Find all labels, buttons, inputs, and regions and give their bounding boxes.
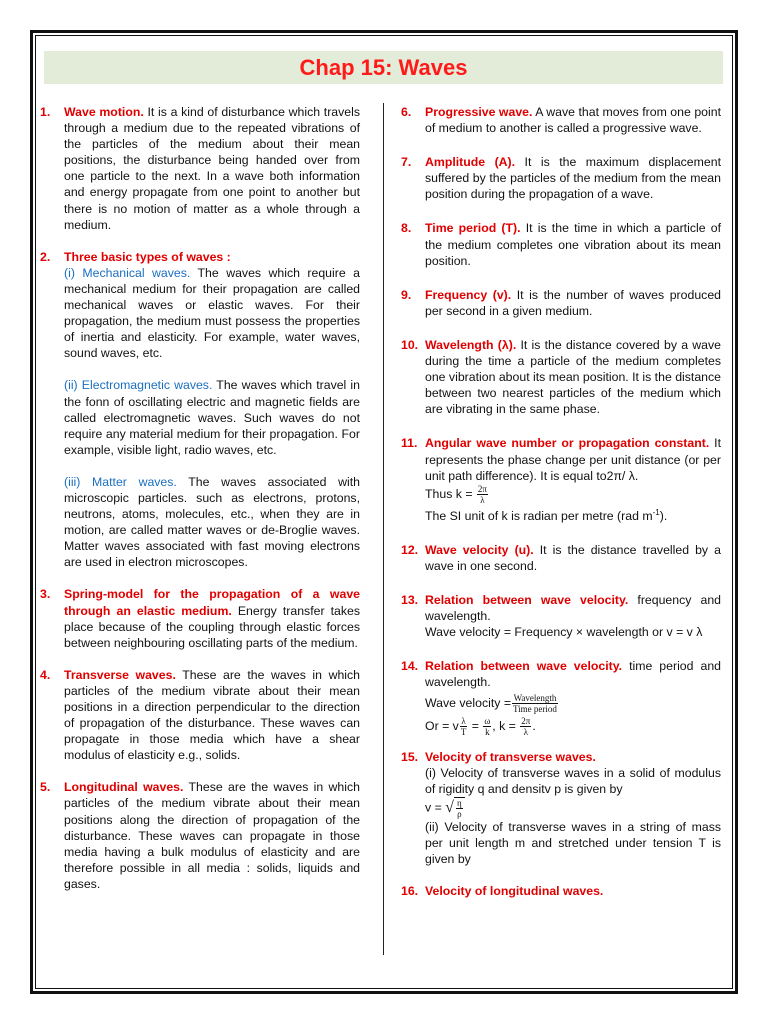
item-number: 13. <box>401 593 419 608</box>
page-title: Chap 15: Waves <box>299 55 468 80</box>
item-number: 2. <box>40 249 51 264</box>
item-number: 15. <box>401 749 419 764</box>
item-heading: Frequency (v). <box>425 287 512 302</box>
fraction-2pi-lambda: $\frac{2\pi}{\lambda}$ <box>521 715 531 737</box>
fraction-lambda-t: $\frac{\lambda}{T}$ <box>460 715 467 737</box>
item-number: 7. <box>401 155 412 170</box>
item-angular-wave-number: 11. Angular wave number or propagation constant. It represents the phase change per unit distance (or per unit path difference). It is equal to2π/ λ. Thus k = $\frac{2\pi}{\lambda}$ The SI unit of k is radian per metre (rad $m^{-1}$). <box>401 436 722 523</box>
item-number: 14. <box>401 659 419 674</box>
item-heading: Relation between wave velocity. <box>425 593 629 608</box>
item-heading: Wave velocity (u). <box>425 542 534 557</box>
subheading-electromagnetic: (ii) Electromagnetic waves. <box>64 378 213 393</box>
item-number: 12. <box>401 542 419 557</box>
item-number: 10. <box>401 337 419 352</box>
right-column <box>401 104 721 899</box>
item-text: It is the maximum displacement suffered by the particles of the medium from the mean position during the propagation of a wave. <box>425 155 721 202</box>
column-divider <box>383 103 384 955</box>
item-number: 9. <box>401 287 412 302</box>
item-text: (i) Velocity of transverse waves in a solid of modulus of rigidity q and densitv p is given by <box>425 765 721 796</box>
item-transverse <box>40 667 360 764</box>
item-text: A wave that moves from one point of medium to another is called a progressive wave. <box>425 105 721 136</box>
item-progressive <box>401 104 721 136</box>
item-text: It is the number of waves produced per second in a given medium. <box>425 287 721 318</box>
item-velocity-transverse: 15. Velocity of transverse waves. (i) Velocity of transverse waves in a solid of modulus of rigidity q and densitv p is given by v = √ $\frac{\eta}{\rho}$ (ii) Velocity of transverse waves in a string of mass per unit length m and stretched under tension T is given by <box>401 749 721 866</box>
item-heading: Spring-model for the propagation of a wave through an elastic medium. <box>64 587 360 618</box>
item-heading: Time period (T). <box>425 221 521 236</box>
item-text: It is the distance travelled by a wave in one second. <box>425 542 721 573</box>
item-text: It is the time in which a particle of the medium completes one vibration about its mean position. <box>425 221 721 268</box>
item-wave-motion <box>40 104 360 233</box>
fraction-wavelength-time: $\frac{\text{Wavelength}}{\text{Time period}}$ <box>513 692 557 714</box>
item-wave-velocity <box>401 542 721 574</box>
item-number: 11. <box>401 436 418 451</box>
item-basic-types <box>40 249 360 571</box>
item-spring-model <box>40 586 360 650</box>
item-text: It is a kind of disturbance which travels through a medium due to the repeated vibrations of the particles of the medium about their mean positions, the disturbance being handed over from one particle to the next. In a wave both information and energy propagate from one point to another but there is no motion of matter as a whole through a medium. <box>64 105 361 232</box>
item-amplitude <box>401 154 721 202</box>
item-text: frequency and wavelength. <box>425 593 721 624</box>
item-number: 6. <box>401 105 412 119</box>
item-heading: Angular wave number or propagation constant. <box>425 436 710 451</box>
formula-label: Thus k = <box>425 486 476 501</box>
item-heading: Three basic types of waves : <box>64 249 231 264</box>
item-heading: Velocity of transverse waves. <box>425 749 596 764</box>
item-text: The waves which travel in the fonn of oscillating electric and magnetic fields are called electromagnetic waves. Such waves do not require any material medium for their propagation. For example, visible light, radio waves, etc. <box>64 378 361 457</box>
item-heading: Wave motion. <box>64 105 144 119</box>
item-number: 1. <box>40 105 51 119</box>
item-wavelength <box>401 337 721 417</box>
item-heading: Longitudinal waves. <box>64 780 184 795</box>
item-relation-time-period: 14. Relation between wave velocity. time period and wavelength. Wave velocity = $\frac{\text{Wavelength}}{\text{Time period}}$ Or = v $\frac{\lambda}{T}$ = $\frac{\omega}{k}$ , k = $\frac{2\pi}{\lambda}$ . <box>401 659 721 737</box>
item-text: Energy transfer takes place because of the coupling through elastic forces between neighbouring oscillating parts of the medium. <box>64 603 360 650</box>
item-text: time period and wavelength. <box>425 659 721 690</box>
item-velocity-longitudinal <box>401 883 721 899</box>
item-heading: Transverse waves. <box>64 667 176 682</box>
item-text: It is the distance covered by a wave during the time a particle of the medium completes one vibration about its mean position. It is the distance between two nearest particles of the medium which are vibrating in the same phase. <box>425 337 721 417</box>
subheading-matter: (iii) Matter waves. <box>64 474 177 489</box>
item-heading: Velocity of longitudinal waves. <box>425 884 604 899</box>
item-heading: Amplitude (A). <box>425 155 516 170</box>
item-time-period <box>401 220 721 268</box>
item-text: These are the waves in which particles of the medium vibrate about their mean positions along the direction of propagation of the disturbance. These waves can propagate in those media having a bulk modulus of elasticity and are therefore possible in all media : solids, liquids and gases. <box>64 780 360 891</box>
left-column <box>40 104 360 892</box>
item-frequency <box>401 287 721 319</box>
item-longitudinal <box>40 779 360 892</box>
item-number: 16. <box>401 884 419 899</box>
item-relation-frequency <box>401 592 721 640</box>
item-number: 5. <box>40 780 51 795</box>
item-text: These are the waves in which particles of the medium vibrate about their mean positions in a direction perpendicular to the direction of propagation of the disturbance. These waves can propagate in those media which have a shear modulus of elasticity e.g., solids. <box>64 667 361 763</box>
title-banner <box>44 51 723 84</box>
item-heading: Progressive wave. <box>425 105 533 119</box>
item-text: It represents the phase change per unit distance (or per unit path difference). It is equal to2π/ λ. <box>425 436 722 483</box>
formula-line: Wave velocity = Frequency × wavelength or v = v λ <box>425 625 703 640</box>
item-number: 3. <box>40 587 51 602</box>
item-text: The waves which require a mechanical medium for their propagation are called mechanical waves or elastic waves. For their propagation, the medium must possess the properties of inertia and elasticity. For example, water waves, sound waves, etc. <box>64 265 360 361</box>
subheading-mechanical: (i) Mechanical waves. <box>64 265 191 280</box>
fraction-2pi-lambda: $\frac{2\pi}{\lambda}$ <box>477 483 487 505</box>
item-number: 8. <box>401 221 412 236</box>
item-text: The waves associated with microscopic particles. such as electrons, protons, neutrons, atoms, molecules, etc., when they are in motion, are called matter waves or de-Broglie waves. Matter waves associated with fast moving electrons are used in electron microscopes. <box>64 474 360 570</box>
item-text: (ii) Velocity of transverse waves in a string of mass per unit length m and stretched under tension T is given by <box>425 819 721 866</box>
item-number: 4. <box>40 667 51 682</box>
item-heading: Wavelength (λ). <box>425 337 517 352</box>
sqrt-formula: √ $\frac{\eta}{\rho}$ <box>445 797 465 819</box>
fraction-omega-k: $\frac{\omega}{k}$ <box>484 715 491 737</box>
item-heading: Relation between wave velocity. <box>425 659 623 674</box>
